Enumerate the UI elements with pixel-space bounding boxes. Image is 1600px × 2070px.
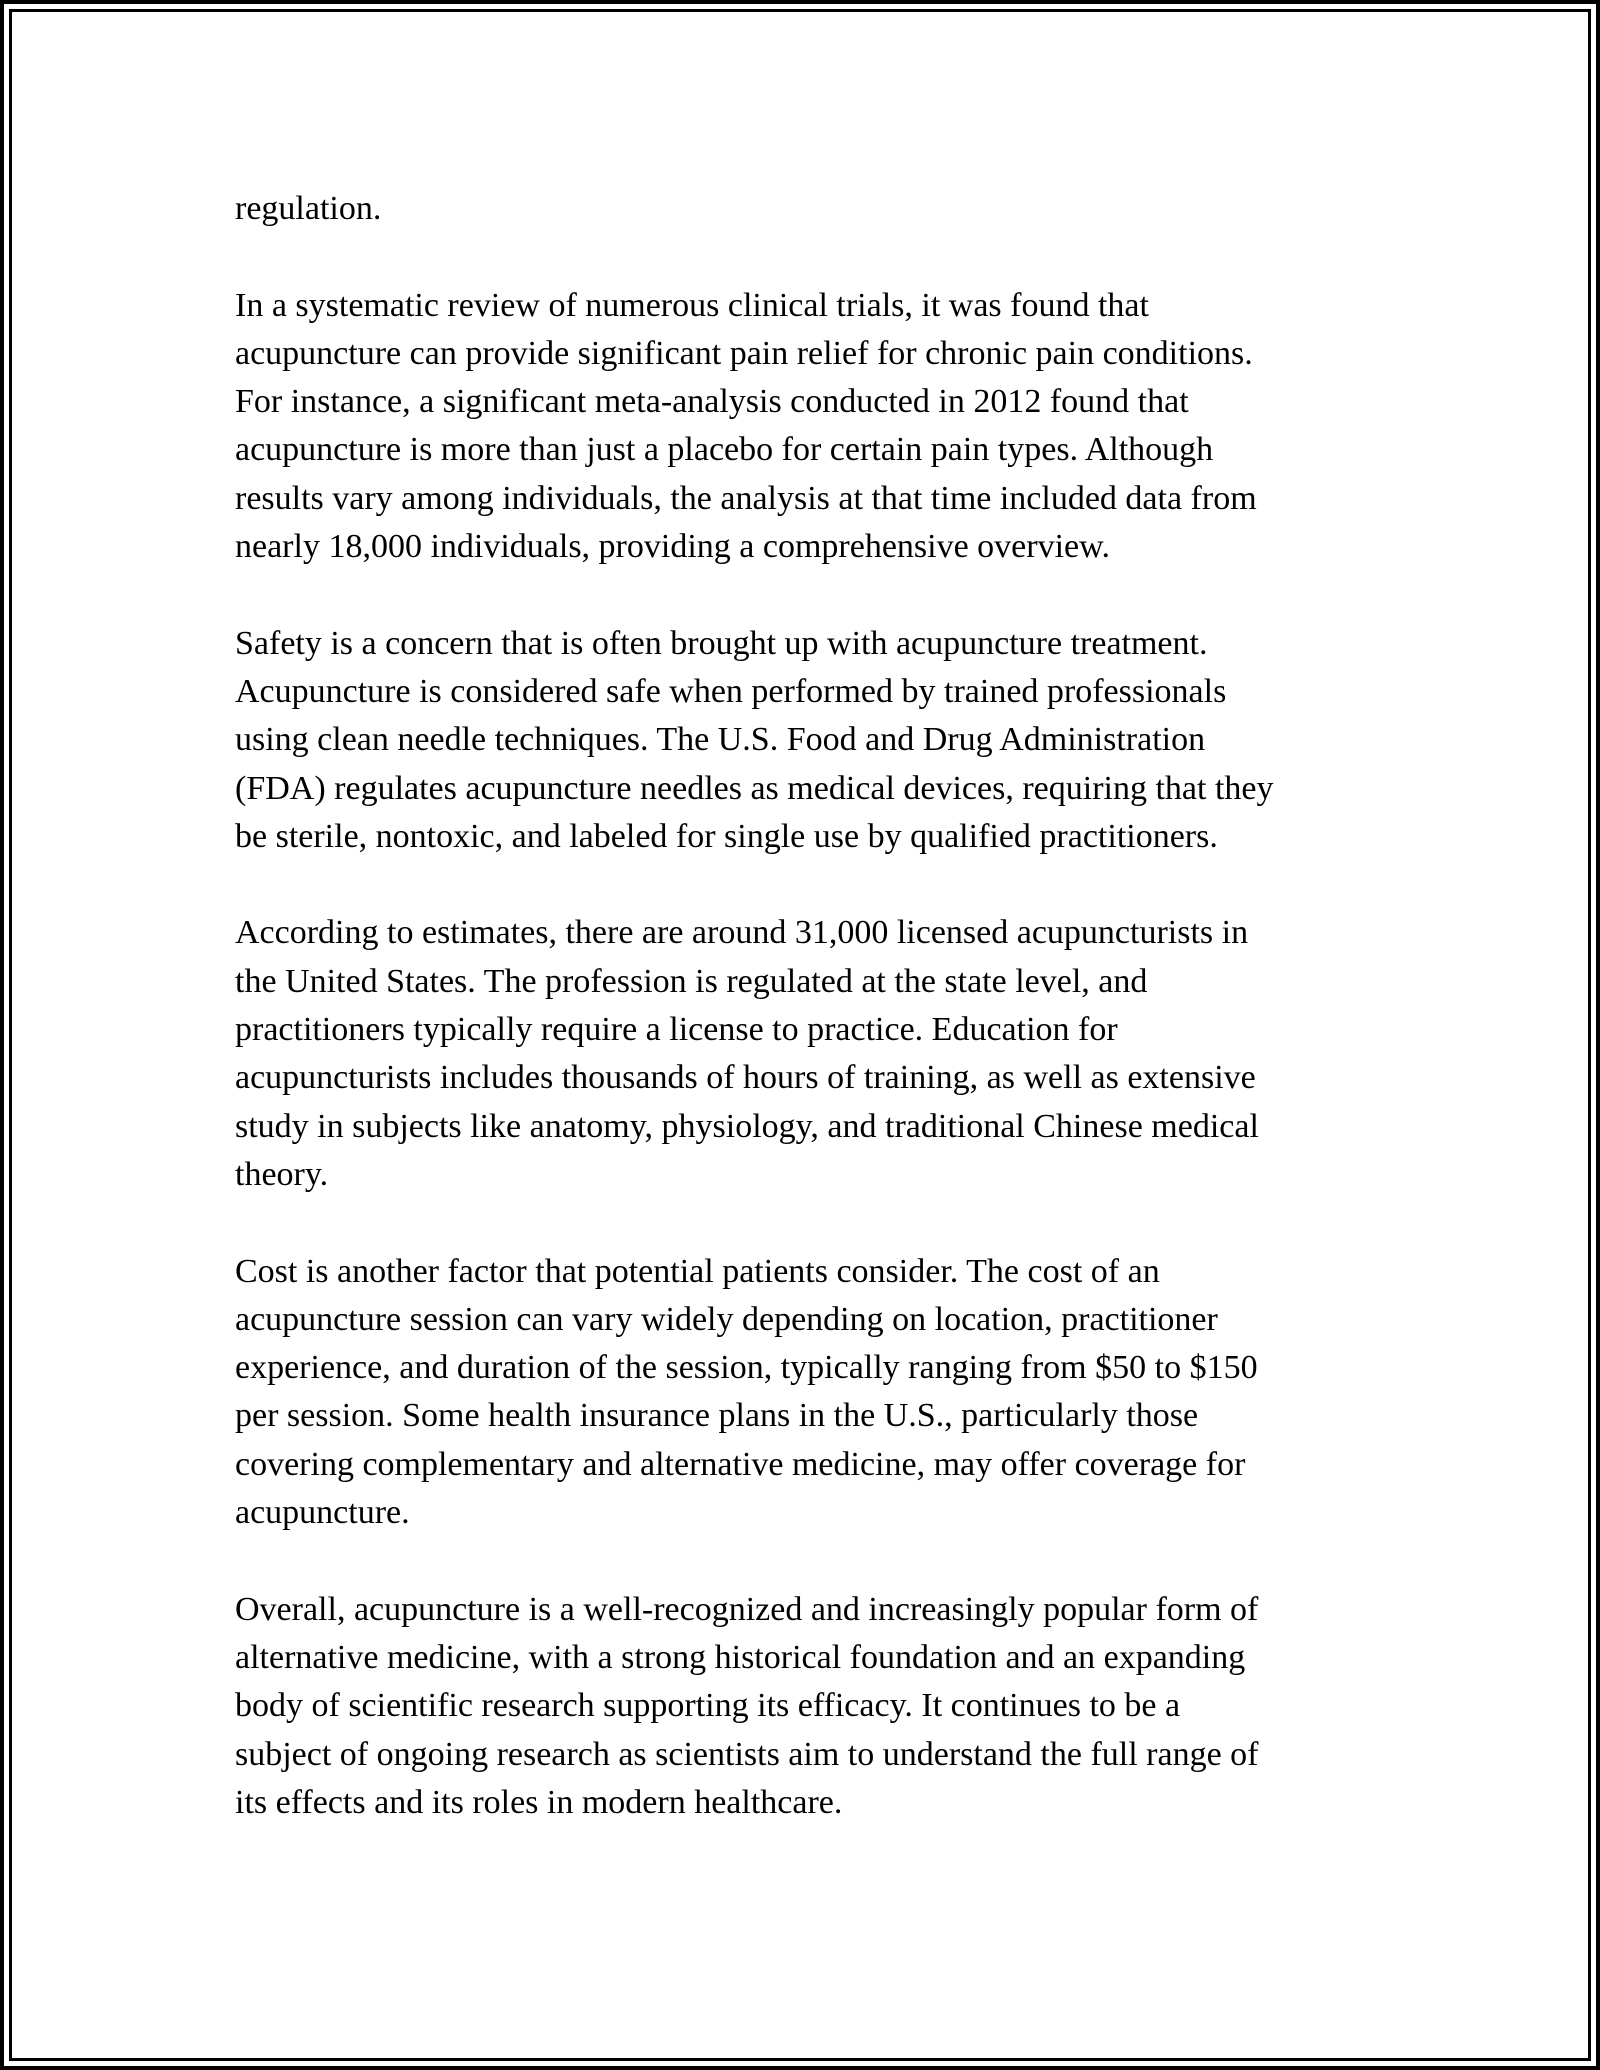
text-line: (FDA) regulates acupuncture needles as medical devices, requiring that they <box>235 769 1274 807</box>
paragraph-2 <box>235 282 1365 572</box>
paragraph-5 <box>235 1248 1365 1538</box>
text-line: theory. <box>235 1155 329 1193</box>
text-line: For instance, a significant meta-analysis conducted in 2012 found that <box>235 383 1189 421</box>
text-line: Safety is a concern that is often brought up with acupuncture treatment. <box>235 624 1208 662</box>
text-line: experience, and duration of the session, typically ranging from $50 to $150 <box>235 1349 1258 1387</box>
text-line: subject of ongoing research as scientists aim to understand the full range of <box>235 1735 1259 1773</box>
paragraph-1 <box>235 185 1365 233</box>
text-line: Cost is another factor that potential patients consider. The cost of an <box>235 1252 1160 1290</box>
paragraph-4 <box>235 909 1365 1199</box>
text-line: the United States. The profession is regulated at the state level, and <box>235 962 1148 1000</box>
text-line: be sterile, nontoxic, and labeled for single use by qualified practitioners. <box>235 817 1218 855</box>
document-body <box>235 185 1365 1875</box>
text-line: According to estimates, there are around 31,000 licensed acupuncturists in <box>235 914 1249 952</box>
text-line: its effects and its roles in modern healthcare. <box>235 1783 843 1821</box>
text-line: study in subjects like anatomy, physiology, and traditional Chinese medical <box>235 1107 1259 1145</box>
text-line: body of scientific research supporting its efficacy. It continues to be a <box>235 1687 1181 1725</box>
text-line: alternative medicine, with a strong historical foundation and an expanding <box>235 1638 1246 1676</box>
text-line: acupuncture is more than just a placebo for certain pain types. Although <box>235 431 1214 469</box>
text-line: practitioners typically require a license to practice. Education for <box>235 1011 1118 1049</box>
text-line: acupuncture. <box>235 1494 410 1532</box>
paragraph-3 <box>235 620 1365 861</box>
text-line: using clean needle techniques. The U.S. Food and Drug Administration <box>235 721 1206 759</box>
text-line: regulation. <box>235 190 382 227</box>
text-line: acupuncture can provide significant pain relief for chronic pain conditions. <box>235 334 1253 372</box>
text-line: acupuncturists includes thousands of hours of training, as well as extensive <box>235 1059 1256 1097</box>
paragraph-6 <box>235 1586 1365 1827</box>
text-line: In a systematic review of numerous clinical trials, it was found that <box>235 286 1149 324</box>
text-line: results vary among individuals, the analysis at that time included data from <box>235 479 1257 517</box>
text-line: nearly 18,000 individuals, providing a comprehensive overview. <box>235 528 1110 566</box>
text-line: covering complementary and alternative medicine, may offer coverage for <box>235 1445 1246 1483</box>
text-line: Acupuncture is considered safe when performed by trained professionals <box>235 672 1227 710</box>
text-line: per session. Some health insurance plans in the U.S., particularly those <box>235 1397 1199 1435</box>
text-line: acupuncture session can vary widely depending on location, practitioner <box>235 1300 1218 1338</box>
text-line: Overall, acupuncture is a well-recognized and increasingly popular form of <box>235 1590 1259 1628</box>
